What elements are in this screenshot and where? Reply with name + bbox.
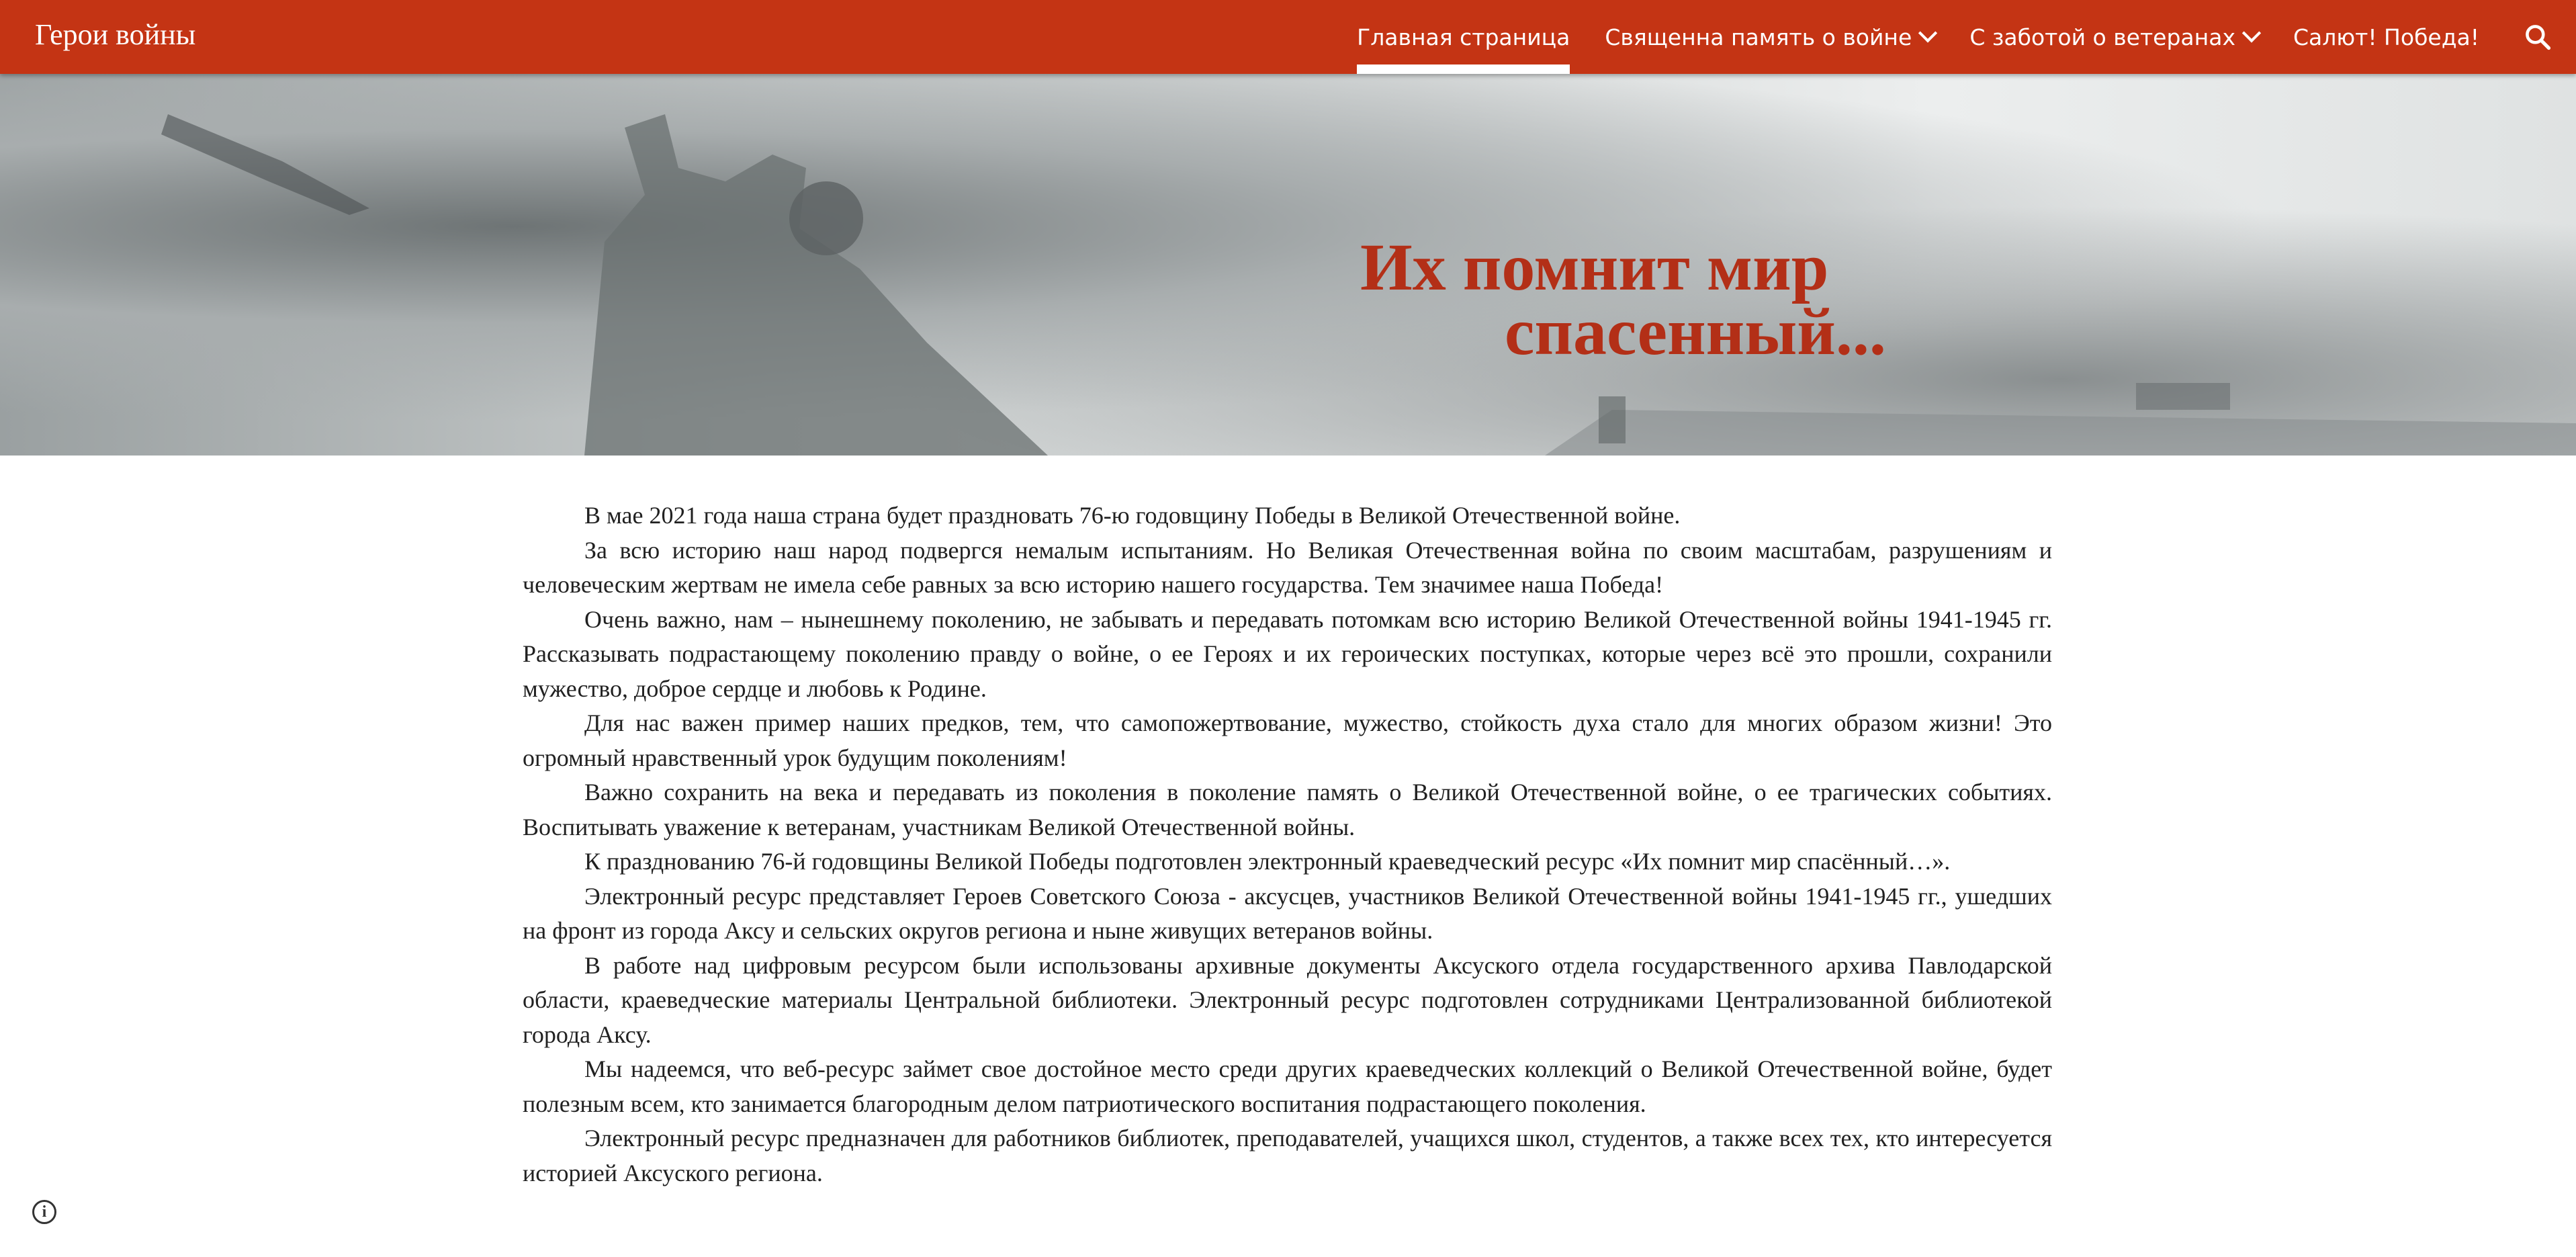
chevron-down-icon[interactable]	[2242, 24, 2261, 42]
paragraph: Электронный ресурс представляет Героев Советского Союза - аксусцев, участников Великой Отечественной войны 1941-1945 гг., ушедших на фронт из города Аксу и сельских округов региона и ныне живущих ветеранов войны.	[523, 882, 2052, 944]
nav-item-label: Священна память о войне	[1605, 24, 1912, 50]
chevron-down-icon[interactable]	[1918, 24, 1937, 42]
paragraph: В работе над цифровым ресурсом были использованы архивные документы Аксуского отдела государственного архива Павлодарской области, краеведческие материалы Центральной библиотеки. Электронный ресурс подготовлен сотрудниками Централизованной библиотекой города Аксу.	[523, 951, 2052, 1048]
top-navigation-bar	[0, 0, 2576, 74]
hero-title	[1360, 230, 1886, 369]
info-icon[interactable]	[32, 1200, 56, 1224]
hero-title-line-1: Их помнит мир	[1360, 230, 1829, 304]
nav-item-salute-victory[interactable]	[2293, 0, 2479, 74]
paragraph: Мы надеемся, что веб-ресурс займет свое достойное место среди других краеведческих коллекций о Великой Отечественной войне, будет полезным всем, кто занимается благородным делом патриотического воспитания подрастающего поколения.	[523, 1055, 2052, 1117]
nav-item-home[interactable]	[1357, 0, 1570, 74]
paragraph: К празднованию 76-й годовщины Великой Победы подготовлен электронный краеведческий ресурс «Их помнит мир спасённый…».	[584, 848, 1951, 875]
paragraph: Для нас важен пример наших предков, тем, что самопожертвование, мужество, стойкость духа стало для многих образом жизни! Это огромный нравственный урок будущим поколениям!	[523, 709, 2052, 771]
nav-item-label: Салют! Победа!	[2293, 24, 2479, 50]
nav-item-label: С заботой о ветеранах	[1969, 24, 2235, 50]
paragraph: За всю историю наш народ подвергся немалым испытаниям. Но Великая Отечественная война по своим масштабам, разрушениям и человеческим жертвам не имела себе равных за всю историю нашего государства. Тем значимее наша Победа!	[523, 536, 2052, 598]
nav-item-veterans-care[interactable]	[1969, 0, 2258, 74]
paragraph: Очень важно, нам – нынешнему поколению, не забывать и передавать потомкам всю историю Великой Отечественной войны 1941-1945 гг. Рассказывать подрастающему поколению правду о войне, о ее Героях и их героических поступках, которые через всё это прошли, сохранили мужество, доброе сердце и любовь к Родине.	[523, 605, 2052, 702]
paragraph: Важно сохранить на века и передавать из поколения в поколение память о Великой Отечественной войне, о ее трагических событиях. Воспитывать уважение к ветеранам, участникам Великой Отечественной войны.	[523, 779, 2052, 840]
search-icon	[2523, 22, 2552, 52]
main-menu	[1357, 0, 2576, 74]
hero-title-line-2: спасенный...	[1505, 294, 1886, 369]
hero-banner	[0, 74, 2576, 456]
war-photo-illustration	[0, 74, 2576, 456]
paragraph: В мае 2021 года наша страна будет праздновать 76-ю годовщину Победы в Великой Отечественной войне.	[584, 502, 1681, 529]
site-title[interactable]: Герои войны	[35, 18, 196, 51]
nav-item-sacred-memory[interactable]	[1605, 0, 1935, 74]
info-glyph: i	[42, 1203, 47, 1221]
nav-item-label: Главная страница	[1357, 24, 1570, 50]
paragraph: Электронный ресурс предназначен для работников библиотек, преподавателей, учащихся школ, студентов, а также всех тех, кто интересуется историей Аксуского региона.	[523, 1125, 2052, 1186]
search-button[interactable]	[2514, 13, 2561, 60]
main-text	[523, 499, 2052, 1190]
